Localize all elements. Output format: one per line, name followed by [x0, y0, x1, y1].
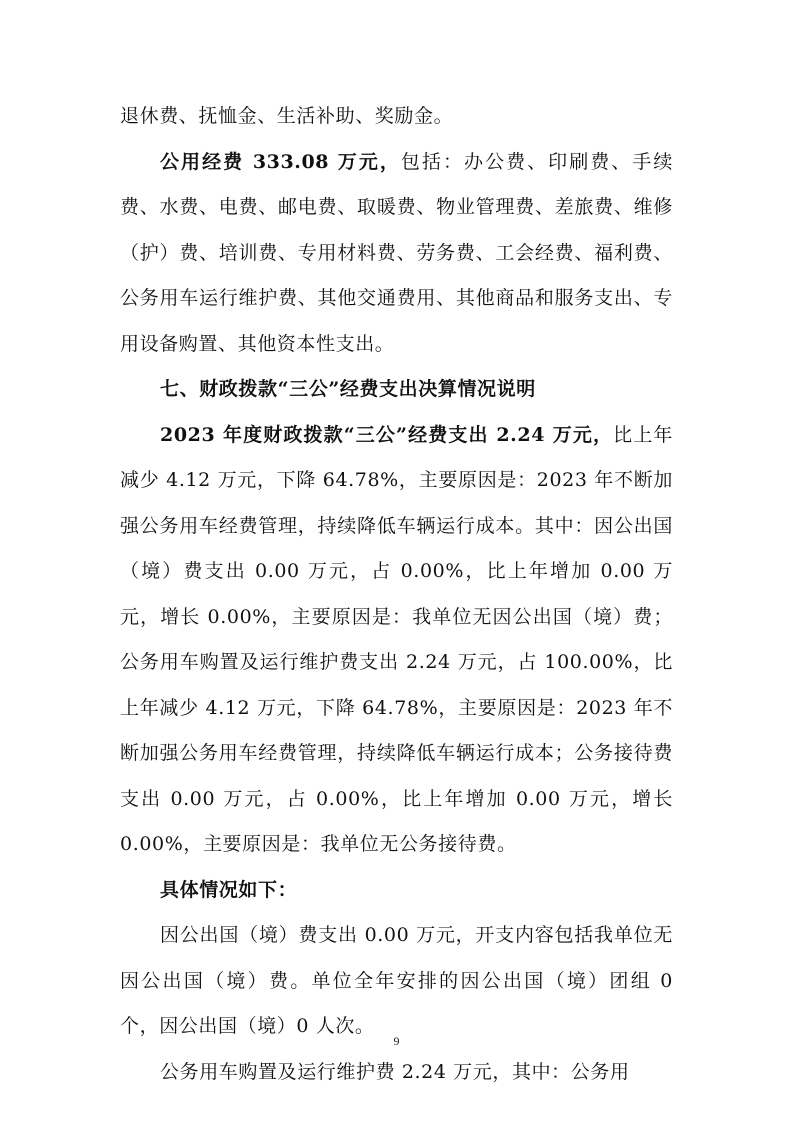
three-public-lead: 2023 年度财政拨款“三公”经费支出 2.24 万元，: [160, 423, 614, 446]
section-heading-seven: 七、财政拨款“三公”经费支出决算情况说明: [160, 378, 536, 400]
sub-heading-details: 具体情况如下：: [160, 878, 298, 901]
paragraph-vehicle-costs: 公务用车购置及运行维护费 2.24 万元，其中：公务用: [160, 1060, 630, 1083]
paragraph-retirement-items: 退休费、抚恤金、生活补助、奖励金。: [120, 105, 454, 127]
paragraph-overseas-travel: 因公出国（境）费支出 0.00 万元，开支内容包括我单位无因公出国（境）费。单位全年安排的因公出国（境）团组 0 个，因公出国（境）0 人次。: [120, 924, 673, 1037]
paragraph-public-funds: [120, 140, 673, 368]
public-funds-lead: 公用经费 333.08 万元，: [160, 150, 401, 173]
public-funds-items: 包括：办公费、印刷费、手续费、水费、电费、邮电费、取暖费、物业管理费、差旅费、维修（护）费、培训费、专用材料费、劳务费、工会经费、福利费、公务用车运行维护费、其他交通费用、其他商品和服务支出、专用设备购置、其他资本性支出。: [120, 150, 673, 355]
document-body: [120, 94, 673, 1095]
three-public-details: 比上年减少 4.12 万元，下降 64.78%，主要原因是：2023 年不断加强公务用车经费管理，持续降低车辆运行成本。其中：因公出国（境）费支出 0.00 万元，占 0.00%，比上年增加 0.00 万元，增长 0.00%，主要原因是：我单位无因公出国（境）费；公务用车购置及运行维护费支出 2.24 万元，占 100.00%，比上年减少 4.12 万元，下降 64.78%，主要原因是：2023 年不断加强公务用车经费管理，持续降低车辆运行成本；公务接待费支出 0.00 万元，占 0.00%，比上年增加 0.00 万元，增长 0.00%，主要原因是：我单位无公务接待费。: [120, 423, 674, 855]
paragraph-three-public-expenses: [120, 413, 673, 868]
page-number: 9: [393, 1034, 400, 1048]
